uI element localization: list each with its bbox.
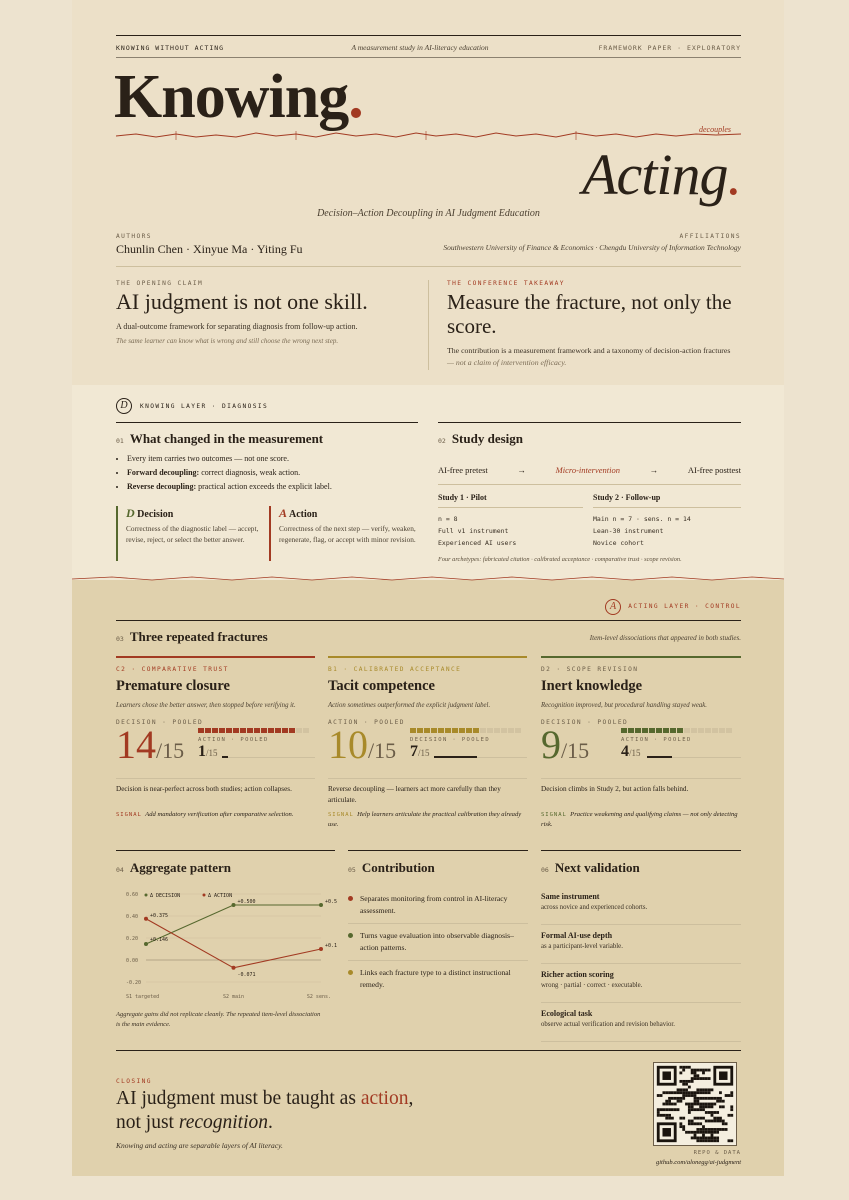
fracture-act-bar <box>222 756 228 758</box>
data-point <box>232 903 236 907</box>
bar-segment <box>247 728 253 733</box>
s4-heading: 04 Aggregate pattern <box>116 860 232 875</box>
fracture-dec-bar <box>621 728 732 733</box>
acting-badge-icon: A <box>605 599 621 615</box>
knowing-label: KNOWING LAYER · DIAGNOSIS <box>140 403 269 410</box>
bar-segment <box>275 728 281 733</box>
s1-bullets <box>116 454 427 496</box>
fracture-signal: SIGNAL Add mandatory verification after comparative selection. <box>116 811 294 818</box>
data-point <box>232 966 236 970</box>
repo-label: REPO & DATA <box>693 1150 741 1156</box>
bar-segment <box>508 728 514 733</box>
s1-bullet: • Forward decoupling: correct diagnosis, weak action. <box>127 468 427 478</box>
series-line <box>146 919 321 968</box>
header-center: A measurement study in AI-literacy education <box>351 43 489 52</box>
bar-segment <box>282 728 288 733</box>
next-item: Richer action scoring wrong · partial · correct · executable. <box>541 970 643 989</box>
fracture-dec-value: 9/15 <box>541 722 590 767</box>
data-label: +0.5 <box>325 899 338 905</box>
next-list <box>541 892 741 1042</box>
bar-segment <box>452 728 458 733</box>
study1: Study 1 · Pilot n = 8 Full v1 instrument Experienced AI users <box>438 493 583 549</box>
header-left: KNOWING WITHOUT ACTING <box>116 44 225 52</box>
contribution-item: Links each fracture type to a distinct instructional remedy. <box>348 967 528 997</box>
contribution-item: Separates monitoring from control in AI-literacy assessment. <box>348 893 528 923</box>
authors-label: AUTHORS <box>116 233 152 240</box>
subtitle: Decision–Action Decoupling in AI Judgment Education <box>317 208 540 219</box>
s5-heading: 05 Contribution <box>348 860 435 875</box>
bar-segment <box>459 728 465 733</box>
legend-label: Δ ACTION <box>208 893 233 899</box>
closing-kicker: CLOSING <box>116 1078 152 1085</box>
bar-segment <box>445 728 451 733</box>
fracture-act-value: 7/15 <box>410 743 430 760</box>
bar-segment <box>438 728 444 733</box>
bar-segment <box>494 728 500 733</box>
bar-segment <box>684 728 690 733</box>
aggregate-caption: Aggregate gains did not replicate cleanly. The repeated item-level dissociation is the main evidence. <box>116 1011 321 1028</box>
bar-segment <box>642 728 648 733</box>
fracture-act-value: 4/15 <box>621 743 641 760</box>
repo-link[interactable]: github.com/alonegg/ai-judgment <box>655 1159 741 1166</box>
takeaway-headline: Measure the fracture, not only the score. <box>447 290 732 338</box>
aggregate-chart <box>116 886 338 1004</box>
bar-segment <box>480 728 486 733</box>
data-label: +0.500 <box>237 899 256 905</box>
qr-code-icon[interactable] <box>653 1062 737 1146</box>
affiliations-label: AFFILIATIONS <box>679 233 741 240</box>
fracture-title: Premature closure <box>116 678 230 694</box>
study2: Study 2 · Follow-up Main n = 7 · sens. n = 14 Lean-30 instrument Novice cohort <box>593 493 741 549</box>
archetypes-note: Four archetypes: fabricated citation · calibrated acceptance · comparative trust · scope revision. <box>438 556 682 563</box>
bar-segment <box>212 728 218 733</box>
fracture-title: Inert knowledge <box>541 678 643 694</box>
s1-heading: 01 What changed in the measurement <box>116 431 324 446</box>
y-tick-label: 0.00 <box>126 958 139 964</box>
y-tick-label: -0.20 <box>126 980 142 986</box>
bar-segment <box>705 728 711 733</box>
data-point <box>144 917 148 921</box>
fracture-accent <box>116 656 315 658</box>
bar-segment <box>621 728 627 733</box>
bar-segment <box>226 728 232 733</box>
bar-segment <box>628 728 634 733</box>
bar-segment <box>268 728 274 733</box>
bar-segment <box>233 728 239 733</box>
fracture-act-value: 1/15 <box>198 743 218 760</box>
fracture-tag: C2 · COMPARATIVE TRUST <box>116 666 229 673</box>
bar-segment <box>649 728 655 733</box>
fracture-lede: Recognition improved, but procedural handling stayed weak. <box>541 702 707 709</box>
y-tick-label: 0.20 <box>126 936 139 942</box>
fracture-dec-value: 10/15 <box>328 722 397 767</box>
header-right: FRAMEWORK PAPER · EXPLORATORY <box>598 44 741 52</box>
fracture-dec-label: DECISION · POOLED <box>541 719 629 726</box>
fracture-title: Tacit competence <box>328 678 435 694</box>
fracture-lede: Action sometimes outperformed the explicit judgment label. <box>328 702 491 709</box>
s1-bullet: • Reverse decoupling: practical action exceeds the explicit label. <box>127 482 427 492</box>
next-item: Ecological task observe actual verification and revision behavior. <box>541 1009 675 1028</box>
bar-segment <box>198 728 204 733</box>
bar-segment <box>205 728 211 733</box>
takeaway-body: The contribution is a measurement framework and a taxonomy of decision-action fractures — not a claim of intervention efficacy. <box>447 346 731 367</box>
bar-segment <box>501 728 507 733</box>
claim-divider <box>428 280 429 370</box>
study-flow: AI-free pretest → Micro-intervention → AI-free posttest <box>438 465 741 475</box>
contribution-list <box>348 893 528 997</box>
fracture-act-bar <box>647 756 672 758</box>
bar-segment <box>254 728 260 733</box>
s3-note: Item-level dissociations that appeared in both studies. <box>589 634 741 642</box>
bar-segment <box>417 728 423 733</box>
s6-heading: 06 Next validation <box>541 860 640 875</box>
data-label: +0.1 <box>325 943 338 949</box>
fracture-dec-bar <box>198 728 309 733</box>
x-tick-label: S1 targeted <box>126 994 160 1000</box>
affiliations: Southwestern University of Finance & Economics · Chengdu University of Information Technology <box>443 243 741 252</box>
s1-bullet: • Every item carries two outcomes — not one score. <box>127 454 427 464</box>
s2-heading: 02 Study design <box>438 431 523 446</box>
bar-segment <box>431 728 437 733</box>
bar-segment <box>261 728 267 733</box>
takeaway-kicker: THE CONFERENCE TAKEAWAY <box>447 280 565 287</box>
fracture-dec-label: DECISION · POOLED <box>116 719 204 726</box>
closing-statement: AI judgment must be taught as action, not just recognition. <box>116 1088 414 1133</box>
title-knowing: Knowing. <box>114 63 363 131</box>
bar-segment <box>726 728 732 733</box>
legend-label: Δ DECISION <box>150 893 181 899</box>
bar-segment <box>289 728 295 733</box>
action-card: A Action Correctness of the next step — verify, weaken, regenerate, flag, or accept with minor revision. <box>269 506 425 561</box>
fracture-dec-value: 14/15 <box>116 722 185 767</box>
closing-note: Knowing and acting are separable layers of AI literacy. <box>116 1141 283 1150</box>
data-label: +0.146 <box>150 936 169 943</box>
claim-note: The same learner can know what is wrong and still choose the wrong next step. <box>116 337 339 345</box>
fracture-body: Decision climbs in Study 2, but action falls behind. <box>541 785 689 793</box>
bar-segment <box>663 728 669 733</box>
decouples-label: decouples <box>699 125 731 134</box>
contribution-item: Turns vague evaluation into observable diagnosis–action patterns. <box>348 930 528 960</box>
fracture-tag: D2 · SCOPE REVISION <box>541 666 639 673</box>
fracture-lede: Learners chose the better answer, then stopped before verifying it. <box>116 702 296 709</box>
bar-segment <box>670 728 676 733</box>
bar-segment <box>677 728 683 733</box>
bar-segment <box>410 728 416 733</box>
data-point <box>144 942 148 946</box>
x-tick-label: S2 main <box>222 994 245 1000</box>
bar-segment <box>712 728 718 733</box>
claim-body: A dual-outcome framework for separating diagnosis from follow-up action. <box>116 322 358 331</box>
data-label: +0.375 <box>150 912 169 919</box>
data-point <box>319 903 323 907</box>
fracture-tag: B1 · CALIBRATED ACCEPTANCE <box>328 666 462 673</box>
acting-label: ACTING LAYER · CONTROL <box>628 603 741 610</box>
fracture-body: Reverse decoupling — learners act more carefully than they articulate. <box>328 785 501 804</box>
bar-segment <box>698 728 704 733</box>
bar-segment <box>635 728 641 733</box>
fracture-act-bar <box>434 756 477 758</box>
bar-segment <box>303 728 309 733</box>
fracture-signal: SIGNAL Practice weakening and qualifying claims — not only detecting risk. <box>541 811 738 828</box>
next-item: Formal AI-use depth as a participant-level variable. <box>541 931 623 950</box>
bar-segment <box>487 728 493 733</box>
bar-segment <box>424 728 430 733</box>
title-acting: Acting. <box>582 142 741 207</box>
bar-segment <box>515 728 521 733</box>
fracture-body: Decision is near-perfect across both studies; action collapses. <box>116 785 292 793</box>
bar-segment <box>466 728 472 733</box>
knowing-badge-icon: D <box>116 398 132 414</box>
next-item: Same instrument across novice and experienced cohorts. <box>541 892 648 911</box>
legend-swatch <box>203 894 206 897</box>
fracture-signal: SIGNAL Help learners articulate the practical calibration they already use. <box>328 811 522 828</box>
legend-swatch <box>145 894 148 897</box>
fracture-dec-label: ACTION · POOLED <box>328 719 405 726</box>
fracture-card-tacit-competence: B1 · CALIBRATED ACCEPTANCE Tacit competence Action sometimes outperformed the explicit judgment label. ACTION · POOLED 10/15 DECISION · POOLED 7/15 Reverse decoupling — learners act more carefully than they articulate. SIGNAL Help learners articulate the practical calibration they already use. <box>328 656 527 830</box>
x-tick-label: S2 sens. <box>306 994 331 1000</box>
qr-code-graphic <box>654 1063 736 1145</box>
bar-segment <box>219 728 225 733</box>
claim-kicker: THE OPENING CLAIM <box>116 280 204 287</box>
fracture-card-premature-closure: C2 · COMPARATIVE TRUST Premature closure Learners chose the better answer, then stopped before verifying it. DECISION · POOLED 14/15 ACTION · POOLED 1/15 Decision is near-perfect across both studies; action collapses. SIGNAL Add mandatory verification after comparative selection. <box>116 656 315 820</box>
authors-names: Chunlin Chen · Xinyue Ma · Yiting Fu <box>116 242 303 256</box>
bar-segment <box>473 728 479 733</box>
s3-heading: 03 Three repeated fractures <box>116 629 268 644</box>
bar-segment <box>240 728 246 733</box>
data-label: -0.071 <box>237 971 256 978</box>
bar-segment <box>691 728 697 733</box>
y-tick-label: 0.40 <box>126 914 139 920</box>
decision-card: D Decision Correctness of the diagnostic label — accept, revise, reject, or select the better answer. <box>116 506 266 561</box>
bar-segment <box>719 728 725 733</box>
layer-fracture-line <box>72 574 784 584</box>
bar-segment <box>296 728 302 733</box>
data-point <box>319 947 323 951</box>
fracture-dec-bar <box>410 728 521 733</box>
claim-headline: AI judgment is not one skill. <box>116 289 368 314</box>
y-tick-label: 0.60 <box>126 892 139 898</box>
fracture-card-inert-knowledge: D2 · SCOPE REVISION Inert knowledge Recognition improved, but procedural handling stayed weak. DECISION · POOLED 9/15 ACTION · POOLED 4/15 Decision climbs in Study 2, but action falls behind. SIGNAL Practice weakening and qualifying claims — not only detecting risk. <box>541 656 741 830</box>
bar-segment <box>656 728 662 733</box>
